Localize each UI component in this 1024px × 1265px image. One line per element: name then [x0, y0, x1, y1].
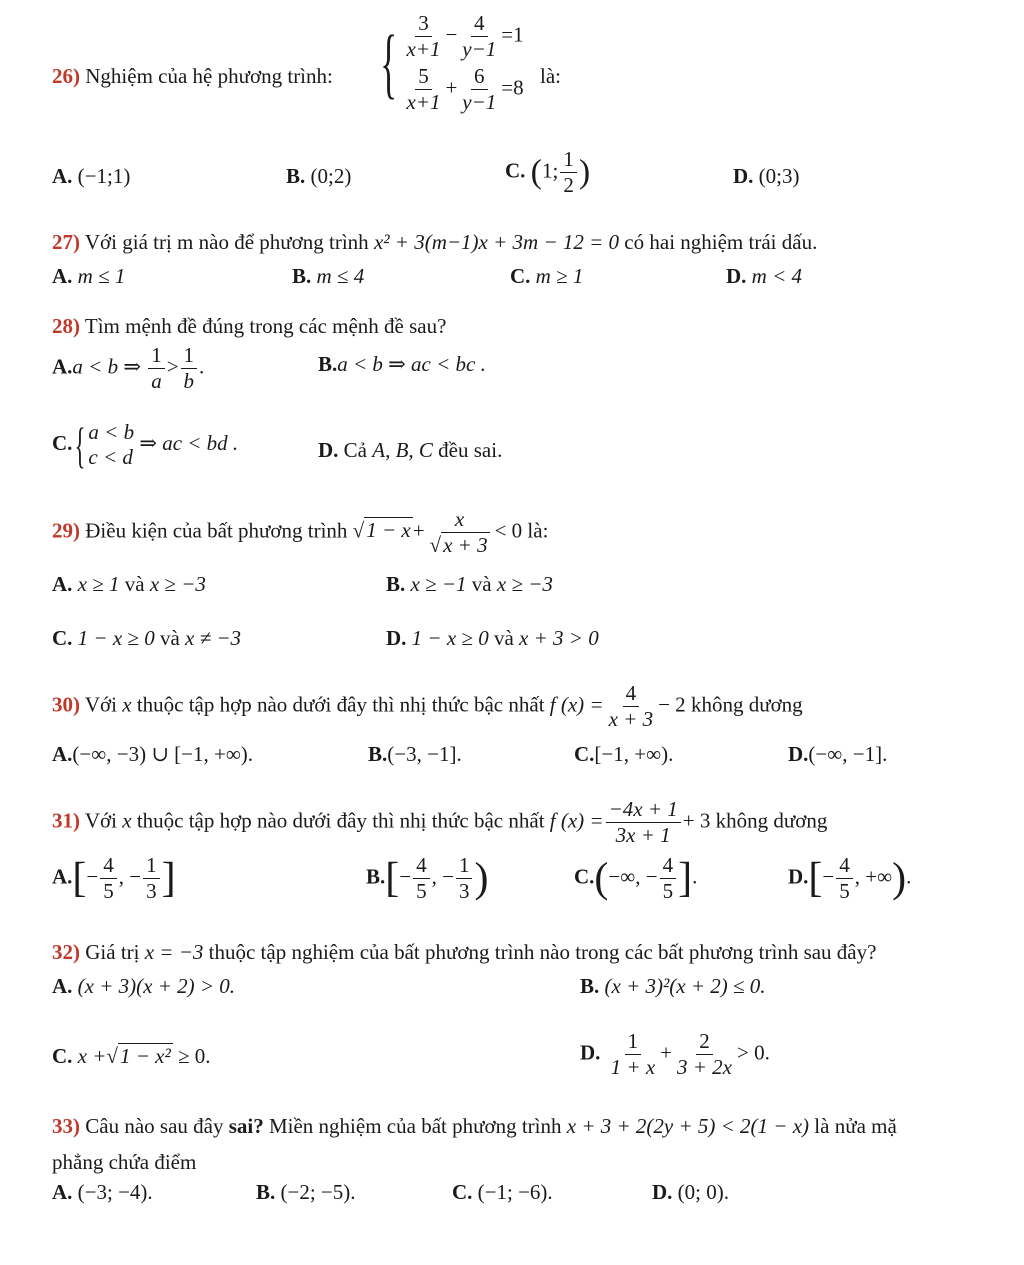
q29-d-and: và — [493, 626, 514, 650]
q26-stem — [52, 64, 333, 89]
q31-c-n1: 4 — [660, 854, 677, 879]
q31-option-a[interactable]: A.[− $\frac{4}{5}$ , − $\frac{1}{3}$ ] — [52, 853, 176, 904]
q31-d-d1: 5 — [839, 879, 850, 904]
q30-b-label: B. — [368, 742, 388, 766]
q31-b-n1: 4 — [413, 854, 430, 879]
q29-option-c[interactable] — [52, 626, 241, 651]
q32-d-n1: 1 — [625, 1030, 642, 1055]
q30-fnum: 4 — [623, 682, 640, 707]
q29-text: Điều kiện của bất phương trình — [85, 518, 348, 543]
q27-text: Với giá trị m nào để phương trình — [84, 230, 369, 254]
q29-frac-num: x — [452, 508, 467, 533]
q29-rel: < 0 — [494, 518, 523, 543]
q33-c-value: (−1; −6). — [477, 1180, 553, 1204]
q30-text1: Với — [84, 692, 117, 717]
q29-radicand1: 1 − x — [366, 518, 411, 543]
q30-c-value: [−1, +∞). — [594, 742, 674, 766]
q26-d-label: D. — [733, 164, 754, 188]
q26-c-label: C. — [505, 158, 526, 183]
q33-option-b[interactable] — [256, 1180, 356, 1205]
q26-option-d[interactable] — [733, 164, 800, 189]
q29-suffix: là: — [527, 518, 549, 543]
q30-option-a[interactable] — [52, 742, 253, 767]
q29-c-label: C. — [52, 626, 73, 650]
q30-suffix: không dương — [690, 692, 803, 717]
q31-fx: f (x) = — [549, 808, 604, 833]
q26-number: 26) — [52, 64, 80, 88]
q26-eq2-n1: 5 — [415, 65, 432, 90]
q26-a-value: (−1;1) — [77, 164, 131, 188]
q26-eq1-d2: y−1 — [462, 37, 497, 62]
q32-a-label: A. — [52, 974, 73, 998]
q31-number: 31) — [52, 808, 80, 833]
q32-d-label: D. — [580, 1040, 601, 1065]
q30-d-value: (−∞, −1]. — [808, 742, 888, 766]
q31-b-label: B. — [366, 864, 386, 889]
q27-d-label: D. — [726, 264, 747, 288]
q26-c-num: 1 — [560, 148, 577, 173]
q29-a-label: A. — [52, 572, 73, 596]
q33-stem — [52, 1114, 897, 1139]
q31-d-n1: 4 — [836, 854, 853, 879]
q27-equation: x² + 3(m−1)x + 3m − 12 = 0 — [373, 230, 620, 254]
q33-b-value: (−2; −5). — [280, 1180, 356, 1204]
q30-option-d[interactable] — [788, 742, 887, 767]
q27-a-label: A. — [52, 264, 73, 288]
q31-a-n1: 4 — [100, 854, 117, 879]
q26-brace: { — [380, 19, 398, 107]
q29-stem: 29) Điều kiện của bất phương trình √1 − x+ $\frac{x}{√x + 3}$ < 0 là: — [52, 507, 549, 558]
q30-a-label: A. — [52, 742, 73, 766]
q26-eq2-rhs: =8 — [501, 75, 524, 100]
q33-a-value: (−3; −4). — [77, 1180, 153, 1204]
q33-option-c[interactable] — [452, 1180, 553, 1205]
q33-d-label: D. — [652, 1180, 673, 1204]
q26-eq1-d1: x+1 — [406, 37, 441, 62]
q32-a-value: (x + 3)(x + 2) > 0. — [77, 974, 236, 998]
q27-c-label: C. — [510, 264, 531, 288]
q29-a-left: x ≥ 1 — [77, 572, 120, 596]
q32-c-radicand: 1 − x² — [119, 1044, 171, 1068]
q28-c-post: ⇒ ac < bd . — [139, 430, 239, 455]
q32-val: x = −3 — [144, 940, 204, 964]
q28-a-d2: b — [183, 369, 195, 394]
q33-line2: phẳng chứa điểm — [52, 1150, 197, 1174]
q32-text1: Giá trị — [85, 940, 140, 964]
q28-a-pre: a < b ⇒ — [72, 354, 141, 379]
q29-b-right: x ≥ −3 — [496, 572, 553, 596]
q30-b-value: (−3, −1]. — [387, 742, 462, 766]
q26-b-label: B. — [286, 164, 306, 188]
q33-d-value: (0; 0). — [677, 1180, 729, 1204]
q28-c-row1: a < b — [88, 420, 135, 444]
q27-b-value: m ≤ 4 — [316, 264, 365, 288]
q26-option-c[interactable]: C. (1; $\frac{1}{2}$ ) — [505, 147, 591, 198]
q31-fden: 3x + 1 — [615, 823, 671, 848]
q30-option-b[interactable] — [368, 742, 462, 767]
q27-a-value: m ≤ 1 — [77, 264, 126, 288]
q28-d-post: đều sai. — [438, 438, 503, 462]
q27-option-c[interactable] — [510, 264, 583, 289]
q32-d-post: > 0. — [737, 1040, 770, 1065]
q31-text1: Với — [84, 808, 117, 833]
q31-b-d1: 5 — [416, 879, 427, 904]
q33-number: 33) — [52, 1114, 80, 1138]
q26-c-den: 2 — [563, 173, 574, 198]
q30-fx: f (x) = — [549, 692, 604, 717]
q31-d-label: D. — [788, 864, 809, 889]
q28-d-pre: Cả — [343, 438, 367, 462]
q30-var: x — [122, 692, 132, 717]
q26-eq1-n2: 4 — [471, 12, 488, 37]
q33-option-a[interactable] — [52, 1180, 153, 1205]
q27-option-d[interactable] — [726, 264, 802, 289]
q28-c-label: C. — [52, 430, 73, 455]
q26-system — [376, 12, 524, 114]
q26-eq2-d2: y−1 — [462, 90, 497, 115]
q28-b-value: a < b ⇒ ac < bc . — [337, 352, 486, 376]
q32-c-pre: x + — [77, 1044, 107, 1068]
q26-eq1-n1: 3 — [415, 12, 432, 37]
q33-c-label: C. — [452, 1180, 473, 1204]
q29-c-left: 1 − x ≥ 0 — [77, 626, 155, 650]
q31-a-n2: 1 — [143, 854, 160, 879]
q32-b-value: (x + 3)²(x + 2) ≤ 0. — [604, 974, 766, 998]
q28-c-row2: c < d — [88, 445, 133, 469]
q27-option-a[interactable] — [52, 264, 125, 289]
q29-a-right: x ≥ −3 — [149, 572, 206, 596]
q28-d-vars: A, B, C — [372, 438, 433, 462]
q26-text: Nghiệm của hệ phương trình: — [85, 64, 333, 88]
q29-d-right: x + 3 > 0 — [519, 626, 599, 650]
q26-eq2-n2: 6 — [471, 65, 488, 90]
q27-suffix: có hai nghiệm trái dấu. — [624, 230, 818, 254]
q28-option-b[interactable] — [318, 352, 486, 377]
q30-c-label: C. — [574, 742, 595, 766]
q29-c-right: x ≠ −3 — [185, 626, 242, 650]
q28-d-label: D. — [318, 438, 339, 462]
q29-a-and: và — [124, 572, 145, 596]
q28-a-label: A. — [52, 354, 73, 379]
q29-number: 29) — [52, 518, 80, 543]
q31-c-label: C. — [574, 864, 595, 889]
q31-text2: thuộc tập hợp nào dưới đây thì nhị thức bậc nhất — [136, 808, 545, 833]
q26-d-value: (0;3) — [758, 164, 800, 188]
q28-a-n1: 1 — [148, 344, 165, 369]
q31-option-d[interactable]: D.[− $\frac{4}{5}$ , +∞). — [788, 853, 912, 904]
q26-option-b[interactable] — [286, 164, 351, 189]
q33-inequality: x + 3 + 2(2y + 5) < 2(1 − x) — [566, 1114, 810, 1138]
q32-option-c[interactable]: C. x +√1 − x² ≥ 0. — [52, 1044, 211, 1068]
q29-d-label: D. — [386, 626, 407, 650]
q31-a-label: A. — [52, 864, 73, 889]
q26-option-a[interactable] — [52, 164, 130, 189]
q30-a-value: (−∞, −3) ∪ [−1, +∞). — [72, 742, 254, 766]
q33-a-label: A. — [52, 1180, 73, 1204]
q32-option-a[interactable] — [52, 974, 235, 999]
q31-a-d1: 5 — [103, 879, 114, 904]
q30-fden: x + 3 — [608, 707, 654, 732]
q27-b-label: B. — [292, 264, 312, 288]
q32-number: 32) — [52, 940, 80, 964]
q32-stem — [52, 940, 876, 965]
q26-eq1-rhs: =1 — [501, 22, 524, 47]
q31-var: x — [122, 808, 132, 833]
q31-c-d1: 5 — [662, 879, 674, 904]
q28-a-mid: > — [166, 354, 179, 379]
q33-option-d[interactable] — [652, 1180, 729, 1205]
q32-d-n2: 2 — [696, 1030, 713, 1055]
q28-a-d1: a — [151, 369, 162, 394]
q26-eq1-op: − — [445, 22, 458, 47]
q26-a-label: A. — [52, 164, 73, 188]
q29-radicand2: x + 3 — [443, 533, 488, 558]
q28-option-d[interactable] — [318, 438, 502, 463]
q31-suffix: không dương — [715, 808, 828, 833]
q31-a-d2: 3 — [146, 879, 157, 904]
q32-c-post: ≥ 0. — [178, 1044, 211, 1068]
q33-text1: Câu nào sau đây — [85, 1114, 224, 1138]
q31-fnum: −4x + 1 — [606, 798, 681, 823]
q28-text: Tìm mệnh đề đúng trong các mệnh đề sau? — [84, 314, 447, 338]
q32-d-d1: 1 + x — [610, 1055, 656, 1080]
q27-stem — [52, 230, 817, 255]
q31-b-d2: 3 — [458, 879, 470, 904]
q33-text3: là nửa mặ — [814, 1114, 897, 1138]
q28-option-a[interactable] — [52, 344, 204, 393]
q30-stem — [52, 682, 803, 731]
q31-ftail: + 3 — [682, 808, 711, 833]
q31-stem — [52, 798, 827, 847]
q27-d-value: m < 4 — [751, 264, 803, 288]
q27-number: 27) — [52, 230, 80, 254]
q32-d-op: + — [660, 1040, 673, 1065]
q29-c-and: và — [159, 626, 180, 650]
q32-c-label: C. — [52, 1044, 73, 1068]
q29-b-and: và — [471, 572, 492, 596]
q27-c-value: m ≥ 1 — [535, 264, 584, 288]
q29-option-d[interactable] — [386, 626, 599, 651]
q26-c-pre: 1; — [542, 158, 559, 183]
q31-b-n2: 1 — [456, 854, 473, 879]
q29-option-b[interactable] — [386, 572, 553, 597]
q32-option-d[interactable] — [580, 1030, 770, 1079]
q26-eq2-op: + — [445, 75, 458, 100]
q29-d-left: 1 − x ≥ 0 — [411, 626, 489, 650]
q28-a-post: . — [199, 354, 205, 379]
q28-a-n2: 1 — [181, 344, 198, 369]
q30-number: 30) — [52, 692, 80, 717]
q29-option-a[interactable] — [52, 572, 206, 597]
q32-b-label: B. — [580, 974, 600, 998]
q29-b-left: x ≥ −1 — [410, 572, 467, 596]
q29-b-label: B. — [386, 572, 406, 596]
q30-d-label: D. — [788, 742, 809, 766]
q31-option-b[interactable]: B.[− $\frac{4}{5}$ , − $\frac{1}{3}$ ) — [366, 853, 489, 904]
q33-bold: sai? — [228, 1114, 264, 1138]
q32-d-d2: 3 + 2x — [677, 1055, 733, 1080]
q26-suffix: là: — [540, 64, 561, 88]
q30-text2: thuộc tập hợp nào dưới đây thì nhị thức bậc nhất — [136, 692, 545, 717]
q33-text2: Miền nghiệm của bất phương trình — [268, 1114, 562, 1138]
q28-option-c[interactable]: C. { a < b c < d ⇒ ac < bd . — [52, 417, 239, 473]
q28-number: 28) — [52, 314, 80, 338]
q28-stem — [52, 314, 446, 339]
q27-option-b[interactable] — [292, 264, 364, 289]
q30-option-c[interactable] — [574, 742, 673, 767]
q32-option-b[interactable] — [580, 974, 766, 999]
q31-option-c[interactable]: C.(−∞, − $\frac{4}{5}$ ]. — [574, 853, 698, 904]
q26-eq2-d1: x+1 — [406, 90, 441, 115]
q32-text2: thuộc tập nghiệm của bất phương trình nào trong các bất phương trình sau đây? — [208, 940, 877, 964]
q33-b-label: B. — [256, 1180, 276, 1204]
q30-ftail: − 2 — [658, 692, 686, 717]
q26-b-value: (0;2) — [310, 164, 352, 188]
q28-b-label: B. — [318, 352, 338, 376]
